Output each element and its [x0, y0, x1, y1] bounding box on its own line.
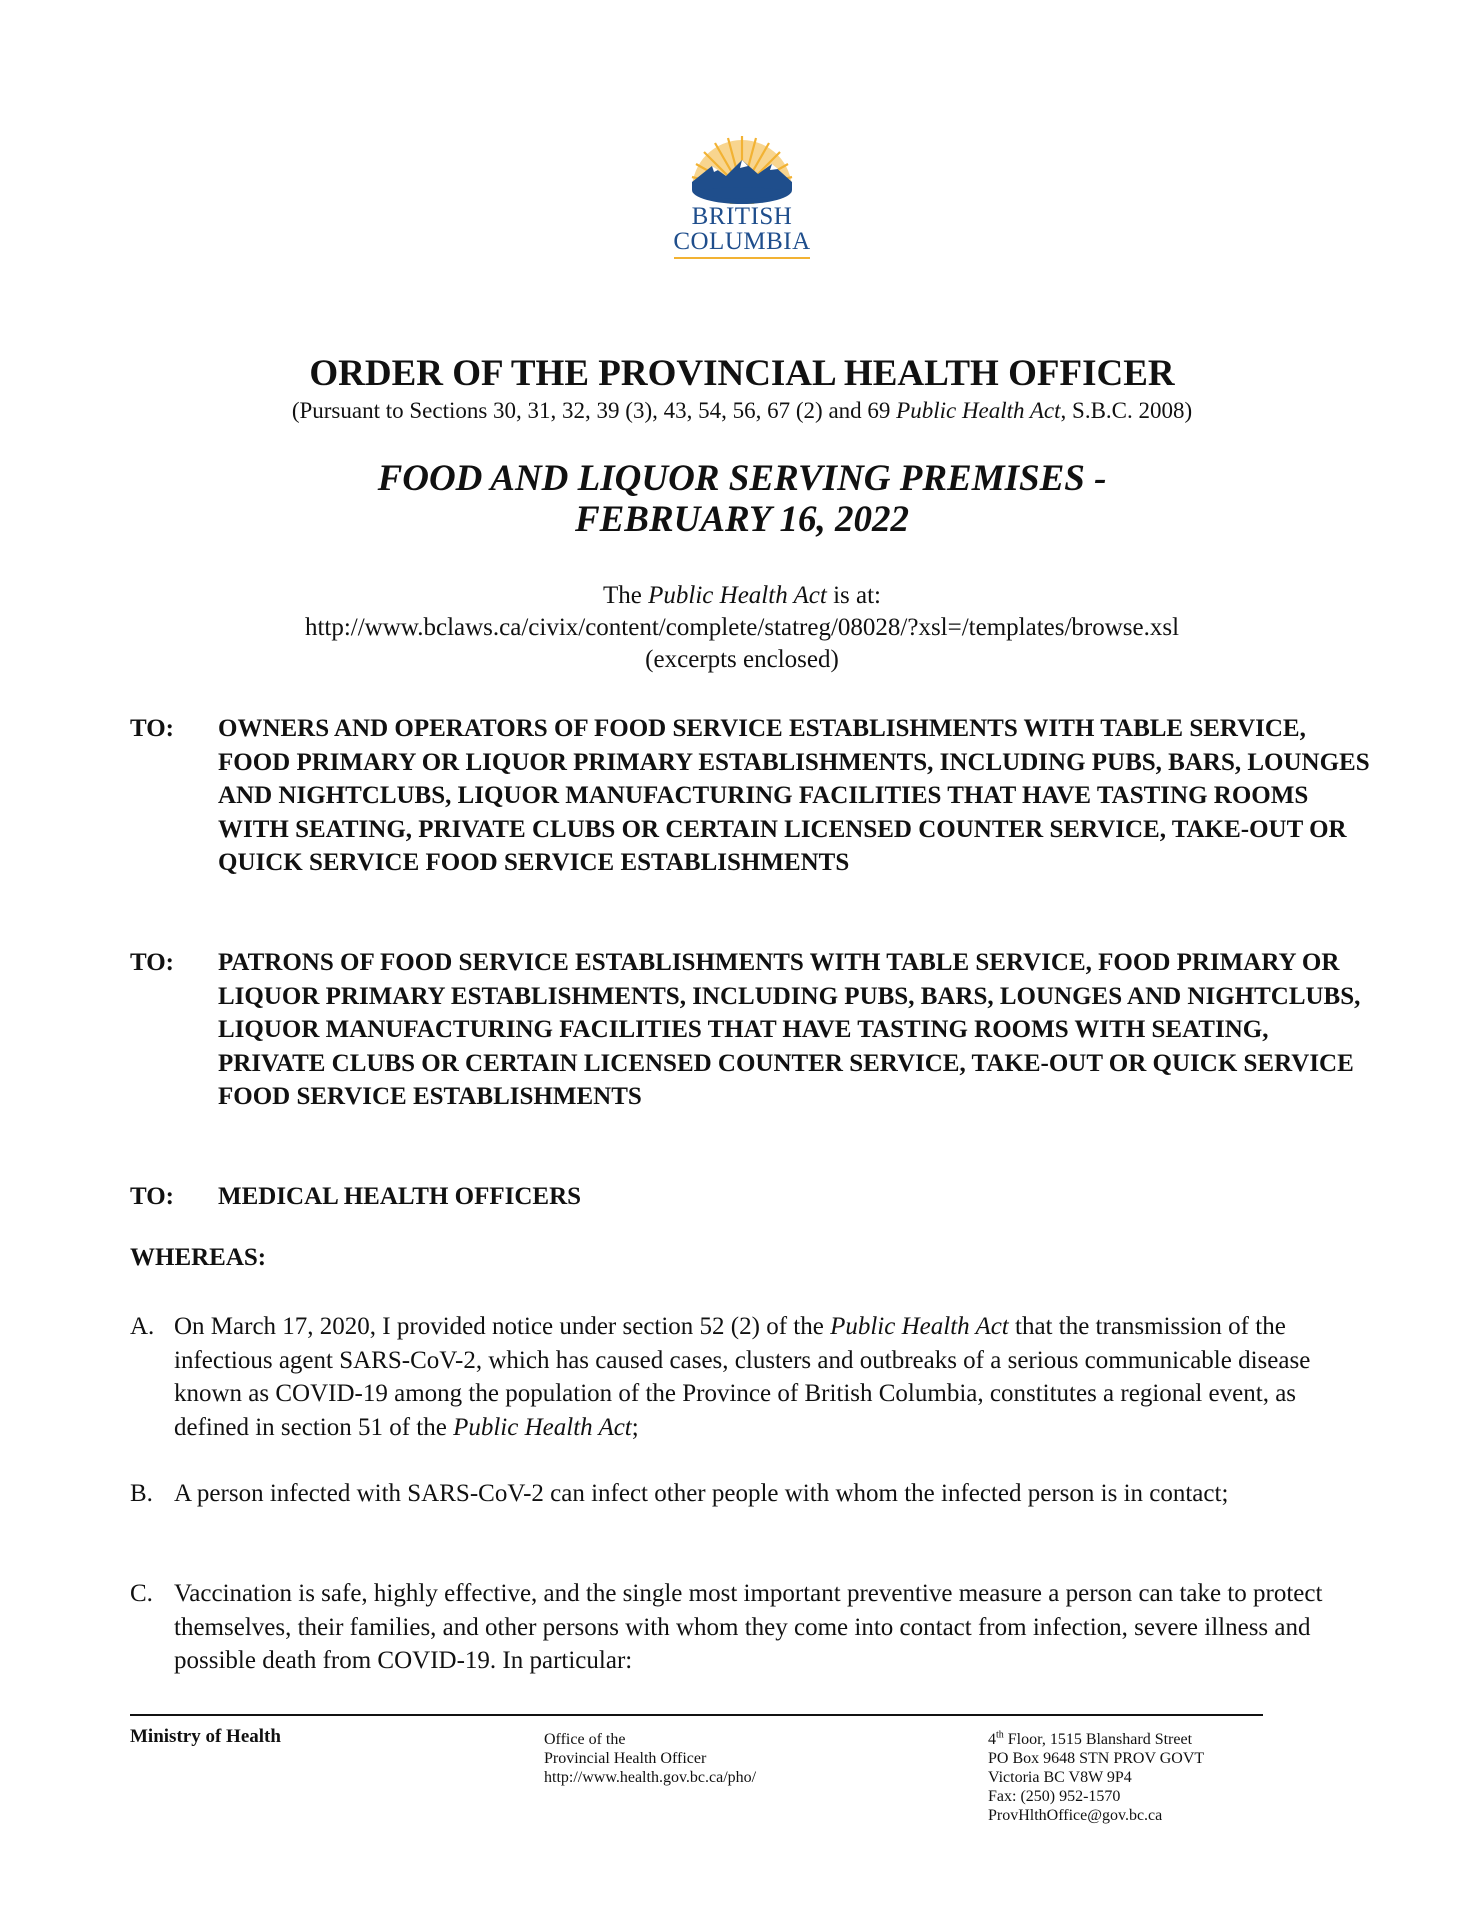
- footer-office: [544, 1730, 756, 1787]
- act-reference: [0, 580, 1484, 676]
- whereas-heading: WHEREAS:: [130, 1244, 267, 1271]
- act-ref-act-name: Public Health Act: [648, 582, 827, 609]
- footer-divider: [130, 1714, 1263, 1716]
- clause-a-part1: On March 17, 2020, I provided notice under section 52 (2) of the: [174, 1313, 831, 1340]
- subtitle-line1: FOOD AND LIQUOR SERVING PREMISES -: [377, 458, 1107, 499]
- pursuant-line: [0, 397, 1484, 425]
- clause-a: [130, 1310, 1370, 1444]
- act-ref-prefix: The: [603, 582, 649, 609]
- recipient-block-owners: [130, 712, 1370, 880]
- clause-letter: C.: [130, 1580, 153, 1607]
- footer-address-line1: [988, 1730, 1204, 1749]
- clause-text: A person infected with SARS-CoV-2 can infect other people with whom the infected person is in contact;: [174, 1480, 1229, 1507]
- recipient-text: OWNERS AND OPERATORS OF FOOD SERVICE ESTABLISHMENTS WITH TABLE SERVICE, FOOD PRIMARY OR LIQUOR PRIMARY ESTABLISHMENTS, INCLUDING PUBS, BARS, LOUNGES AND NIGHTCLUBS, LIQUOR MANUFACTURING FACILITIES THAT HAVE TASTING ROOMS WITH SEATING, PRIVATE CLUBS OR CERTAIN LICENSED COUNTER SERVICE, TAKE-OUT OR QUICK SERVICE FOOD SERVICE ESTABLISHMENTS: [218, 715, 1370, 876]
- recipient-block-mho: [130, 1180, 1370, 1214]
- act-ref-suffix: is at:: [826, 582, 881, 609]
- recipient-label: TO:: [130, 949, 174, 976]
- clause-a-act-name-1: Public Health Act: [830, 1313, 1009, 1340]
- pursuant-prefix: (Pursuant to Sections 30, 31, 32, 39 (3), 43, 54, 56, 67 (2) and 69: [291, 398, 897, 423]
- footer-address: [988, 1730, 1204, 1825]
- bc-logo: [660, 130, 824, 280]
- clause-text: [174, 1310, 1370, 1444]
- subtitle-line2: FEBRUARY 16, 2022: [574, 499, 910, 540]
- act-reference-line: [0, 580, 1484, 612]
- clause-c: [130, 1577, 1370, 1678]
- logo-underline: [674, 257, 810, 259]
- order-subtitle: [0, 458, 1484, 540]
- clause-letter: A.: [130, 1313, 155, 1340]
- clause-a-act-name-2: Public Health Act: [453, 1413, 632, 1441]
- recipient-block-patrons: [130, 946, 1370, 1114]
- act-url-link[interactable]: http://www.bclaws.ca/civix/content/complete/statreg/08028/?xsl=/templates/browse.xsl: [304, 614, 1180, 641]
- bc-sun-mountain-icon: [686, 130, 798, 204]
- footer-ministry: Ministry of Health: [130, 1726, 281, 1747]
- pursuant-act-name: Public Health Act: [896, 398, 1061, 423]
- footer-address-line3: Victoria BC V8W 9P4: [988, 1769, 1132, 1786]
- footer-office-line2: Provincial Health Officer: [544, 1750, 707, 1767]
- footer-office-line1: Office of the: [544, 1731, 626, 1748]
- footer-street: Floor, 1515 Blanshard Street: [1003, 1731, 1193, 1748]
- logo-text-line1: BRITISH: [691, 203, 793, 230]
- footer-email[interactable]: ProvHlthOffice@gov.bc.ca: [988, 1807, 1163, 1824]
- pursuant-suffix: , S.B.C. 2008): [1060, 398, 1193, 423]
- clause-b: [130, 1477, 1370, 1511]
- logo-text-line2: COLUMBIA: [673, 228, 811, 255]
- recipient-text: MEDICAL HEALTH OFFICERS: [218, 1183, 582, 1210]
- document-title: ORDER OF THE PROVINCIAL HEALTH OFFICER: [309, 353, 1175, 394]
- recipient-text: PATRONS OF FOOD SERVICE ESTABLISHMENTS WITH TABLE SERVICE, FOOD PRIMARY OR LIQUOR PRIMARY ESTABLISHMENTS, INCLUDING PUBS, BARS, LOUNGES AND NIGHTCLUBS, LIQUOR MANUFACTURING FACILITIES THAT HAVE TASTING ROOMS WITH SEATING, PRIVATE CLUBS OR CERTAIN LICENSED COUNTER SERVICE, TAKE-OUT OR QUICK SERVICE FOOD SERVICE ESTABLISHMENTS: [218, 949, 1361, 1110]
- clause-text: Vaccination is safe, highly effective, and the single most important preventive measure a person can take to protect themselves, their families, and other persons with whom they come into contact from infection, severe illness and possible death from COVID-19. In particular:: [174, 1580, 1323, 1674]
- recipient-label: TO:: [130, 715, 174, 742]
- footer-floor-number: 4: [988, 1731, 996, 1748]
- footer-office-url[interactable]: http://www.health.gov.bc.ca/pho/: [544, 1769, 757, 1786]
- footer-floor-suffix: th: [996, 1729, 1004, 1741]
- recipient-label: TO:: [130, 1183, 174, 1210]
- act-excerpts-note: (excerpts enclosed): [645, 646, 839, 673]
- clause-a-part2: that the transmission of the infectious agent SARS-CoV-2, which has caused cases, clusters and outbreaks of a serious communicable disease known as COVID-19 among the population of the Province of British Columbia, constitutes a regional event, as defined in section 51 of the: [174, 1313, 1311, 1441]
- footer-address-line2: PO Box 9648 STN PROV GOVT: [988, 1750, 1205, 1767]
- clause-letter: B.: [130, 1480, 153, 1507]
- clause-a-part3: ;: [631, 1413, 639, 1441]
- footer-fax: Fax: (250) 952-1570: [988, 1788, 1121, 1805]
